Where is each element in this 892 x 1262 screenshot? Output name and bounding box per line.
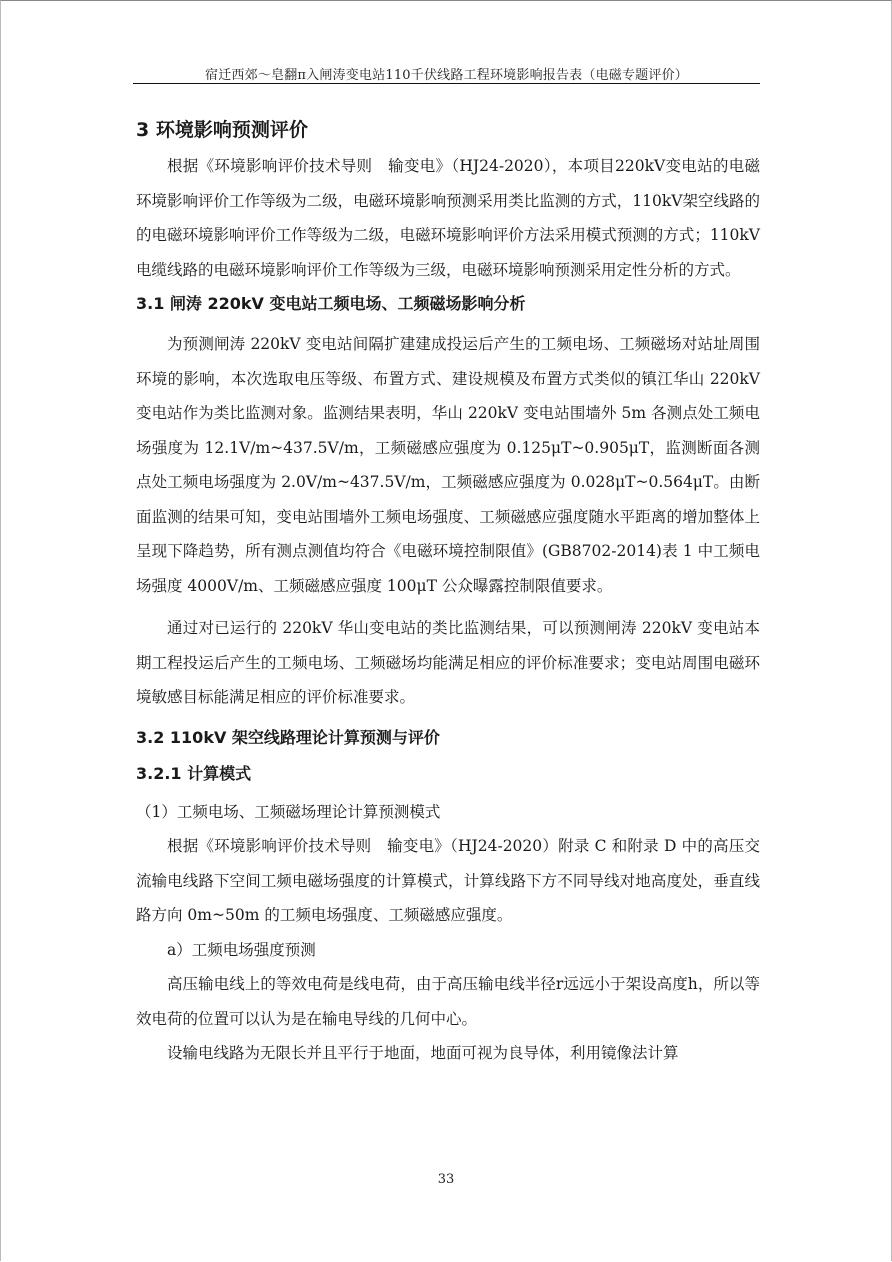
page-number: 33 — [437, 1172, 455, 1187]
section-3-1-para-2: 通过对已运行的 220kV 华山变电站的类比监测结果，可以预测闸涛 220kV 变电站本期工程投运后产生的工频电场、工频磁场均能满足相应的评价标准要求；变电站周围电磁环境敏感目标能满足相应的评价标准要求。 — [136, 619, 760, 706]
item-1-label: （1）工频电场、工频磁场理论计算预测模式 — [136, 802, 441, 821]
section-3-2-1-para-1: 根据《环境影响评价技术导则 输变电》（HJ24-2020）附录 C 和附录 D 中的高压交流输电线路下空间工频电磁场强度的计算模式，计算线路下方不同导线对地高度处，垂直线路方向 0m~50m 的工频电场强度、工频磁感应强度。 — [136, 837, 760, 924]
running-header: 宿迁西郊～皂翻π入闸涛变电站110千伏线路工程环境影响报告表（电磁专题评价） — [205, 68, 688, 83]
section-3-heading: 3 环境影响预测评价 — [136, 119, 308, 141]
header-rule — [133, 83, 760, 84]
sub-item-a-label: a）工频电场强度预测 — [167, 940, 316, 959]
section-3-2-heading: 3.2 110kV 架空线路理论计算预测与评价 — [136, 727, 440, 747]
page-content — [136, 115, 760, 1071]
section-3-2-1-para-3: 设输电线路为无限长并且平行于地面，地面可视为良导体，利用镜像法计算 — [167, 1044, 679, 1062]
section-3-2-1-para-2: 高压输电线上的等效电荷是线电荷，由于高压输电线半径r远远小于架设高度h，所以等效电荷的位置可以认为是在输电导线的几何中心。 — [136, 975, 760, 1028]
section-3-1-para-1: 为预测闸涛 220kV 变电站间隔扩建建成投运后产生的工频电场、工频磁场对站址周围环境的影响，本次选取电压等级、布置方式、建设规模及布置方式类似的镇江华山 220kV 变电站作为类比监测对象。监测结果表明，华山 220kV 变电站围墙外 5m 各测点处工频电场强度为 12.1V/m~437.5V/m，工频磁感应强度为 0.125μT~0.905μT，监测断面各测点处工频电场强度为 2.0V/m~437.5V/m，工频磁感应强度为 0.028μT~0.564μT。由断面监测的结果可知，变电站围墙外工频电场强度、工频磁感应强度随水平距离的增加整体上呈现下降趋势，所有测点测值均符合《电磁环境控制限值》(GB8702-2014)表 1 中工频电场强度 4000V/m、工频磁感应强度 100μT 公众曝露控制限值要求。 — [136, 335, 760, 595]
section-3-2-1-heading: 3.2.1 计算模式 — [136, 763, 252, 783]
section-3-1-heading: 3.1 闸涛 220kV 变电站工频电场、工频磁场影响分析 — [136, 294, 526, 313]
section-3-intro: 根据《环境影响评价技术导则 输变电》（HJ24-2020），本项目220kV变电站的电磁环境影响评价工作等级为二级，电磁环境影响预测采用类比监测的方式，110kV架空线路的的电磁环境影响评价工作等级为二级，电磁环境影响评价方法采用模式预测的方式；110kV电缆线路的电磁环境影响评价工作等级为三级，电磁环境影响预测采用定性分析的方式。 — [136, 157, 760, 279]
